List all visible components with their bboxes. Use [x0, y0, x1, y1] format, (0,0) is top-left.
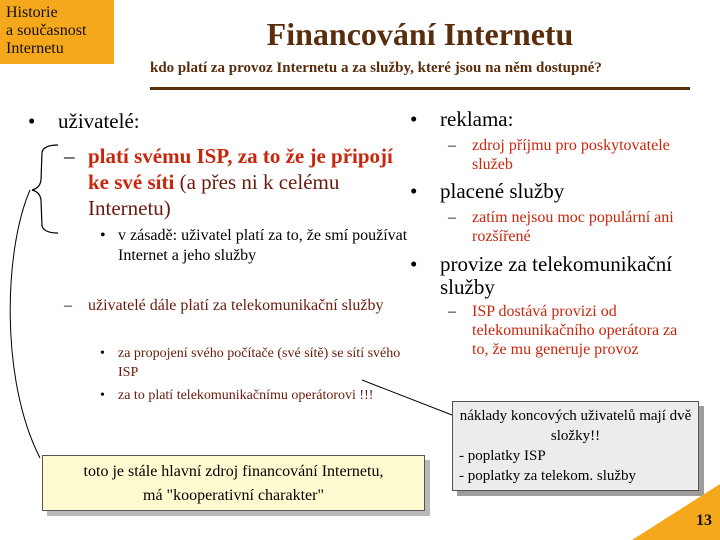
slide-title: Financování Internetu	[266, 16, 574, 52]
page-number: 13	[696, 512, 712, 529]
point-telecom-operator: • za to platí telekomunikačnímu operátorovi !!!	[100, 388, 374, 403]
callout-user-costs: náklady koncových uživatelů mají dvě složky!! - poplatky ISP - poplatky za telekom. služby	[452, 401, 699, 491]
left-curve-connector	[10, 190, 40, 458]
point-in-principle: • v zásadě: uživatel platí za to, že smí používat Internet a jeho služby	[100, 227, 408, 264]
point-connection: • za propojení svého počítače (své sítě) se sítí svého ISP	[100, 346, 401, 380]
sub-commission: – ISP dostává provizi od telekomunikačního operátora za to, že mu generuje provoz	[448, 303, 678, 358]
sub-isp-payment: – platí svému ISP, za to že je připojí ke své síti (a přes ni k celému Internetu)	[64, 144, 393, 220]
section-tag-text: Historie a současnost Internetu	[6, 4, 87, 57]
sub-telecom-payment: – uživatelé dále platí za telekomunikační služby	[64, 297, 384, 314]
bullet-commission: • provize za telekomunikační služby	[410, 252, 673, 299]
sub-paid-services: – zatím nejsou moc populární ani rozšířené	[448, 209, 674, 245]
brace-shape	[32, 145, 58, 233]
bullet-users: • uživatelé:	[28, 109, 140, 133]
bullet-paid-services: • placené služby	[410, 179, 565, 203]
callout-main-source: toto je stále hlavní zdroj financování Internetu, má "kooperativní charakter"	[42, 455, 425, 511]
slide-subtitle: kdo platí za provoz Internetu a za služby, které jsou na něm dostupné?	[150, 60, 602, 76]
sub-advertising: – zdroj příjmu pro poskytovatele služeb	[448, 137, 670, 173]
bullet-advertising: • reklama:	[410, 107, 514, 131]
